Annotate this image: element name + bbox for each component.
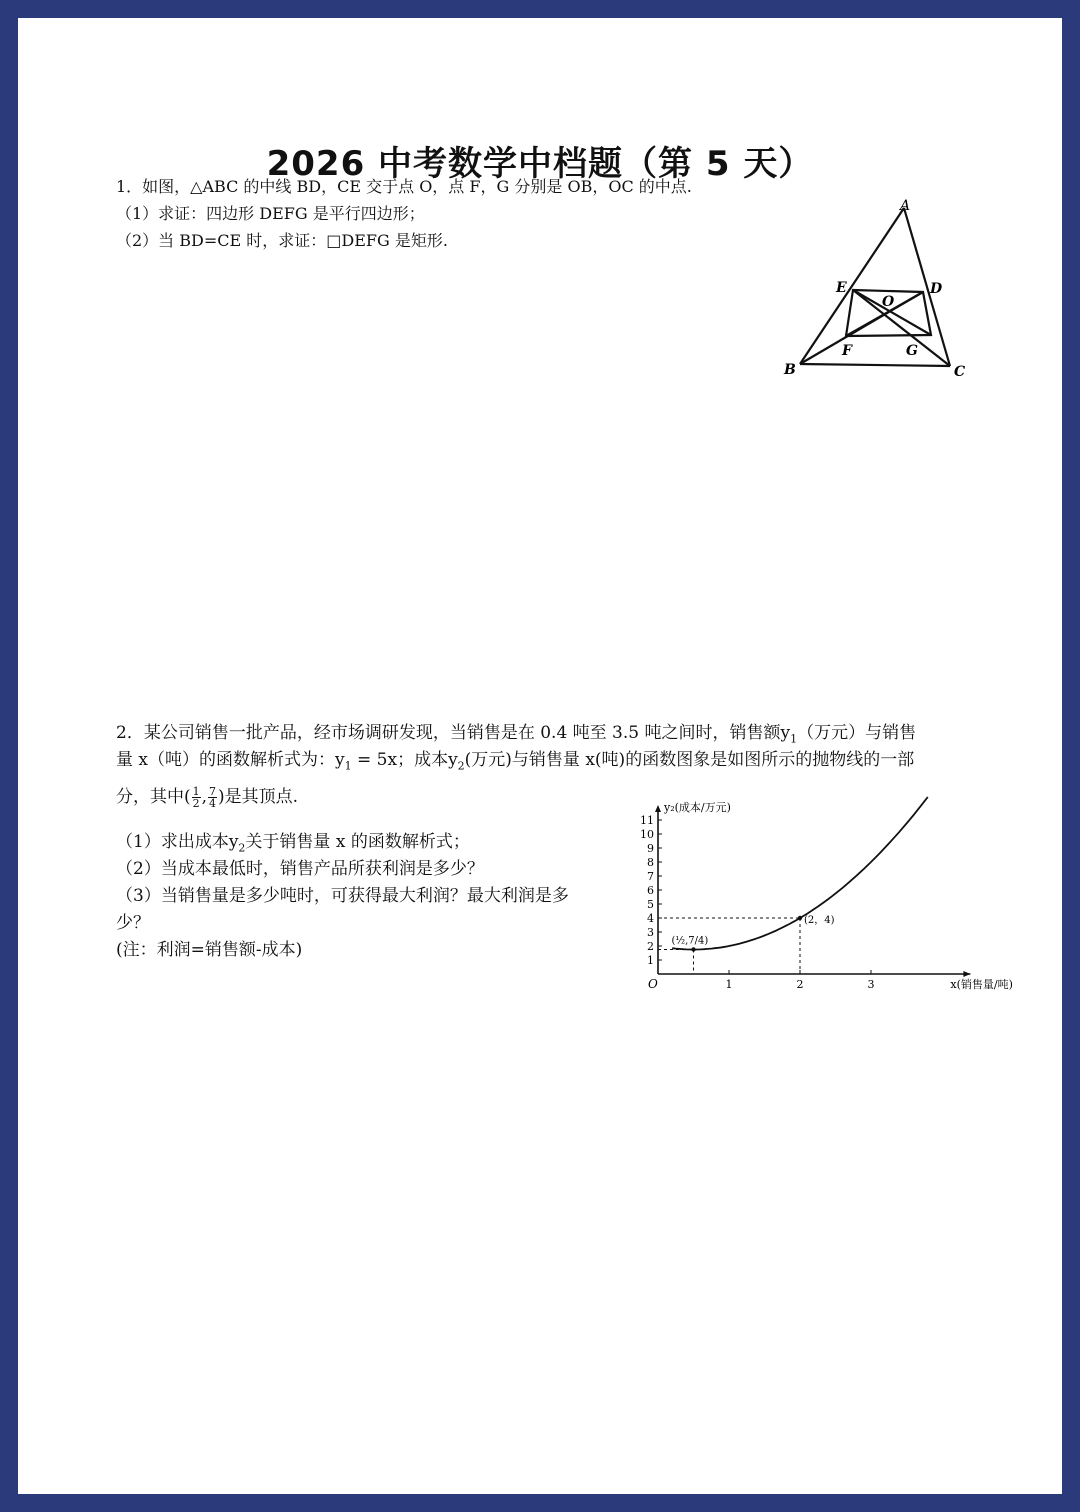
origin-label: O bbox=[648, 977, 658, 991]
y-tick-label: 1 bbox=[647, 954, 654, 967]
label-E: E bbox=[836, 280, 847, 296]
x-axis-label: x(销售量/吨) bbox=[950, 978, 1013, 991]
q2-line1: 2．某公司销售一批产品，经市场调研发现，当销售是在 0.4 吨至 3.5 吨之间时，销售额$y_1$（万元）与销售 bbox=[116, 723, 917, 746]
y-axis-arrow bbox=[655, 805, 661, 812]
q2-part1: （1）求出成本$y_2$关于销售量 x 的函数解析式； bbox=[116, 832, 470, 855]
q2-part3: （3）当销售量是多少吨时，可获得最大利润？最大利润是多 bbox=[116, 886, 569, 906]
y-tick-label: 11 bbox=[640, 814, 654, 827]
label-O: O bbox=[882, 294, 895, 310]
label-A: A bbox=[900, 198, 911, 214]
y-axis-label: y₂(成本/万元) bbox=[664, 801, 731, 814]
data-point bbox=[798, 916, 802, 920]
q2-part3-cont: 少？ bbox=[116, 913, 150, 933]
x-tick-label: 2 bbox=[796, 978, 804, 991]
triangle-figure bbox=[778, 198, 988, 388]
page-title: 2026 中考数学中档题（第 5 天） bbox=[266, 144, 814, 184]
y-tick-label: 6 bbox=[647, 884, 654, 897]
x-axis-arrow bbox=[963, 971, 970, 977]
worksheet-page bbox=[18, 18, 1062, 1494]
label-G: G bbox=[906, 343, 918, 359]
q1-stem: 1．如图，△ABC 的中线 BD，CE 交于点 O，点 F，G 分别是 OB，OC 的中点. bbox=[116, 177, 692, 196]
q1-part2: （2）当 BD=CE 时，求证：□DEFG 是矩形. bbox=[116, 231, 448, 250]
x-tick-label: 1 bbox=[725, 978, 733, 991]
y-tick-label: 10 bbox=[640, 828, 654, 841]
label-B: B bbox=[784, 362, 796, 378]
y-tick-label: 7 bbox=[647, 870, 654, 883]
y-tick-label: 4 bbox=[647, 912, 654, 925]
label-C: C bbox=[954, 364, 966, 380]
q2-line2: 量 x（吨）的函数解析式为：$y_1 = 5x$；成本$y_2$(万元)与销售量 x(吨)的函数图象是如图所示的抛物线的一部 bbox=[116, 750, 915, 773]
y-tick-label: 3 bbox=[647, 926, 654, 939]
q2-part2: （2）当成本最低时，销售产品所获利润是多少？ bbox=[116, 859, 484, 879]
label-D: D bbox=[930, 281, 943, 297]
point-label: (½,7/4) bbox=[671, 935, 709, 947]
cost-parabola-chart bbox=[618, 798, 1013, 998]
y-tick-label: 9 bbox=[647, 842, 654, 855]
q2-line3: 分，其中( $\frac{1}{2}$ , $\frac{7}{4}$ )是其顶点. bbox=[116, 785, 299, 810]
y-tick-label: 8 bbox=[647, 856, 654, 869]
q1-part1: （1）求证：四边形 DEFG 是平行四边形； bbox=[116, 204, 425, 223]
data-point bbox=[691, 947, 695, 951]
y-tick-label: 2 bbox=[647, 940, 654, 953]
point-label: (2，4) bbox=[804, 915, 835, 926]
y-tick-label: 5 bbox=[647, 898, 654, 911]
q2-note: (注：利润=销售额-成本) bbox=[116, 940, 303, 960]
vertex-y-fraction: $\frac{7}{4}$ bbox=[209, 785, 217, 810]
label-F: F bbox=[842, 343, 852, 359]
vertex-x-fraction: $\frac{1}{2}$ bbox=[192, 785, 200, 810]
x-tick-label: 3 bbox=[867, 978, 875, 991]
